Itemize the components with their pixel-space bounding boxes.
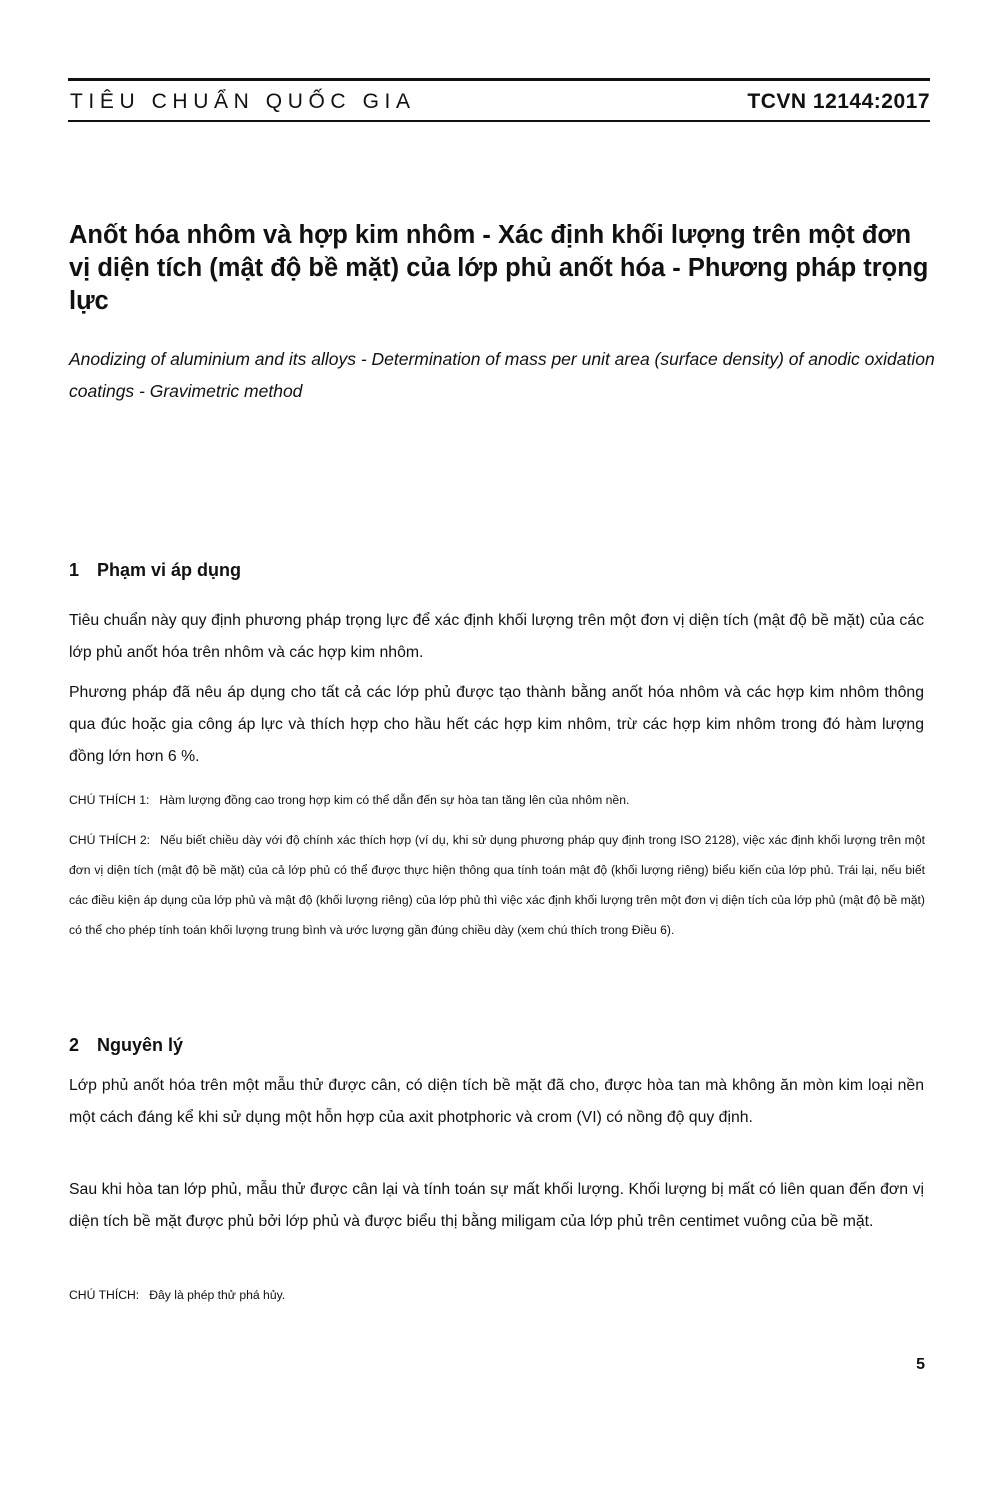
section-1-note-2 [69,825,925,945]
section-2-title: Nguyên lý [97,1035,184,1055]
section-1-paragraph-2: Phương pháp đã nêu áp dụng cho tất cả các lớp phủ được tạo thành bằng anốt hóa nhôm và các hợp kim nhôm thông qua đúc hoặc gia công áp lực và thích hợp cho hầu hết các hợp kim nhôm, trừ các hợp kim nhôm trong đó hàm lượng đồng lớn hơn 6 %. [69,684,924,765]
note-2-label: CHÚ THÍCH 2: [69,833,150,847]
header-bottom-rule [68,120,930,122]
section-2-note-text: Đây là phép thử phá hủy. [149,1288,286,1302]
note-1-label: CHÚ THÍCH 1: [69,793,150,807]
section-2-number: 2 [69,1035,80,1055]
document-subtitle-english: Anodizing of aluminium and its alloys - Determination of mass per unit area (surface density) of anodic oxidation coatings - Gravimetric method [69,349,935,401]
section-2-note [69,1280,925,1310]
section-1-number: 1 [69,560,80,580]
page-number: 5 [916,1356,925,1373]
note-2-text: Nếu biết chiều dày với độ chính xác thích hợp (ví dụ, khi sử dụng phương pháp quy định trong ISO 2128), việc xác định khối lượng trên một đơn vị diện tích (mật độ bề mặt) của cả lớp phủ có thể được thực hiện thông qua tính toán mật độ (khối lượng riêng) biểu kiến của lớp phủ. Trái lại, nếu biết các điều kiện áp dụng của lớp phủ và mật độ (khối lượng riêng) của lớp phủ thì việc xác định khối lượng trên một đơn vị diện tích của lớp phủ (mật độ bề mặt) có thể cho phép tính toán khối lượng trung bình và ước lượng gần đúng chiều dày (xem chú thích trong Điều 6). [69,833,925,937]
note-1-text: Hàm lượng đồng cao trong hợp kim có thể dẫn đến sự hòa tan tăng lên của nhôm nền. [159,793,630,807]
header-standard-code: TCVN 12144:2017 [747,90,930,113]
section-2-paragraph-1: Lớp phủ anốt hóa trên một mẫu thử được cân, có diện tích bề mặt đã cho, được hòa tan mà không ăn mòn kim loại nền một cách đáng kể khi sử dụng một hỗn hợp của axit photphoric và crom (VI) có nồng độ quy định. [69,1077,924,1126]
document-title: Anốt hóa nhôm và hợp kim nhôm - Xác định khối lượng trên một đơn vị diện tích (mật độ bề mặt) của lớp phủ anốt hóa - Phương pháp trọng lực [69,221,929,315]
header-top-rule [68,78,930,81]
header-standard-type: TIÊU CHUẨN QUỐC GIA [70,90,416,113]
section-1-title: Phạm vi áp dụng [97,560,242,580]
section-2-note-label: CHÚ THÍCH: [69,1288,140,1302]
section-2-paragraph-2: Sau khi hòa tan lớp phủ, mẫu thử được cân lại và tính toán sự mất khối lượng. Khối lượng bị mất có liên quan đến đơn vị diện tích bề mặt được phủ bởi lớp phủ và được biểu thị bằng miligam của lớp phủ trên centimet vuông của bề mặt. [69,1181,924,1230]
section-1-heading [69,560,241,581]
section-1-note-1 [69,785,925,815]
section-1-paragraph-1: Tiêu chuẩn này quy định phương pháp trọng lực để xác định khối lượng trên một đơn vị diện tích (mật độ bề mặt) của các lớp phủ anốt hóa trên nhôm và các hợp kim nhôm. [69,612,924,661]
section-2-heading [69,1035,183,1056]
